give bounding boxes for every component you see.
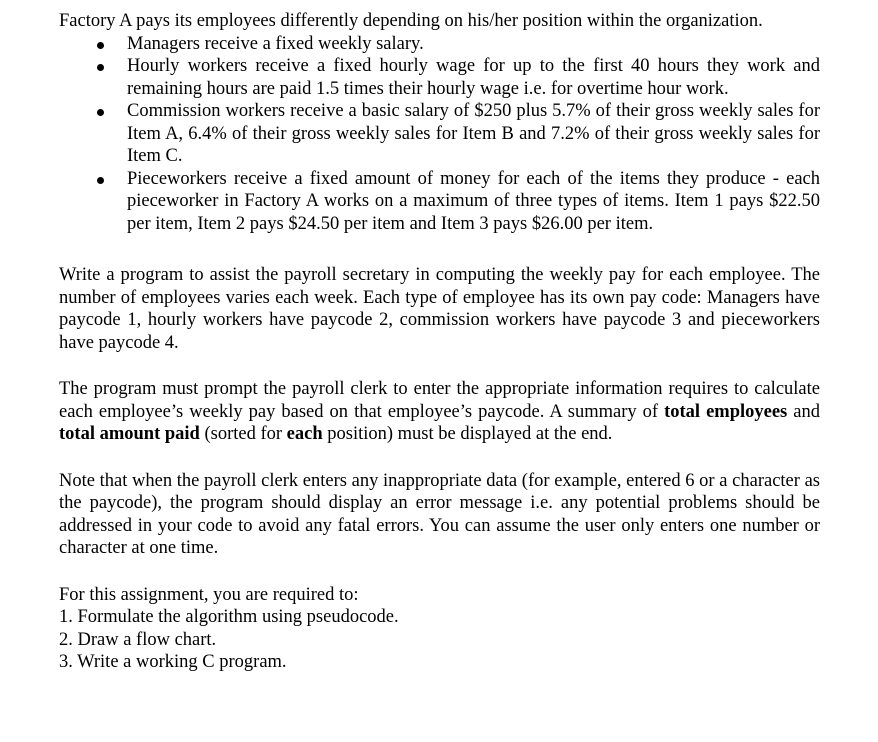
assignment-document	[59, 10, 820, 674]
list-item	[127, 100, 820, 168]
program-paragraph: Write a program to assist the payroll secretary in computing the weekly pay for each employee. The number of employees varies each week. Each type of employee has its own pay code: Managers have paycode 1, hourly workers have paycode 2, commission workers have paycode 3 and pieceworkers have paycode 4.	[59, 265, 820, 353]
prompt-text-2: and	[787, 401, 820, 422]
list-item	[127, 33, 820, 56]
list-item	[127, 55, 820, 100]
intro-paragraph: Factory A pays its employees differently depending on his/her position within the organization.	[59, 11, 763, 31]
prompt-text-1: The program must prompt the payroll clerk to enter the appropriate information requires to calculate each employee’s weekly pay based on that employee’s paycode. A summary of	[59, 379, 820, 422]
requirements-list	[59, 606, 820, 674]
employee-types-list	[59, 33, 820, 236]
bullet-text-managers: Managers receive a fixed weekly salary.	[127, 33, 424, 54]
prompt-bold-total-amount: total amount paid	[59, 424, 200, 444]
bullet-icon	[97, 42, 104, 49]
bullet-text-hourly: Hourly workers receive a fixed hourly wage for up to the first 40 hours they work and remaining hours are paid 1.5 times their hourly wage i.e. for overtime hour work.	[127, 56, 820, 99]
prompt-text-3: (sorted for	[199, 424, 287, 444]
requirements-intro: For this assignment, you are required to:	[59, 584, 359, 605]
bullet-text-pieceworkers: Pieceworkers receive a fixed amount of money for each of the items they produce - each pieceworker in Factory A works on a maximum of three types of items. Item 1 pays $22.50 per item, Item 2 pays $24.50 per item and Item 3 pays $26.00 per item.	[127, 168, 820, 234]
bullet-icon	[97, 177, 104, 184]
prompt-bold-each: each	[286, 424, 323, 444]
note-paragraph: Note that when the payroll clerk enters any inappropriate data (for example, entered 6 or a character as the paycode), the program should display an error message i.e. any potential problems should be addressed in your code to avoid any fatal errors. You can assume the user only enters one number or character at one time.	[59, 470, 820, 558]
prompt-paragraph	[59, 378, 820, 446]
list-item: 2. Draw a flow chart.	[59, 629, 217, 650]
prompt-bold-total-employees: total employees	[664, 401, 788, 422]
prompt-text-4: position) must be displayed at the end.	[322, 424, 613, 444]
list-item: 1. Formulate the algorithm using pseudocode.	[59, 607, 399, 627]
bullet-text-commission: Commission workers receive a basic salary of $250 plus 5.7% of their gross weekly sales for Item A, 6.4% of their gross weekly sales for Item B and 7.2% of their gross weekly sales for Item C.	[127, 101, 820, 166]
bullet-icon	[97, 109, 104, 116]
list-item	[127, 168, 820, 236]
bullet-icon	[97, 64, 104, 71]
list-item: 3. Write a working C program.	[59, 652, 287, 672]
